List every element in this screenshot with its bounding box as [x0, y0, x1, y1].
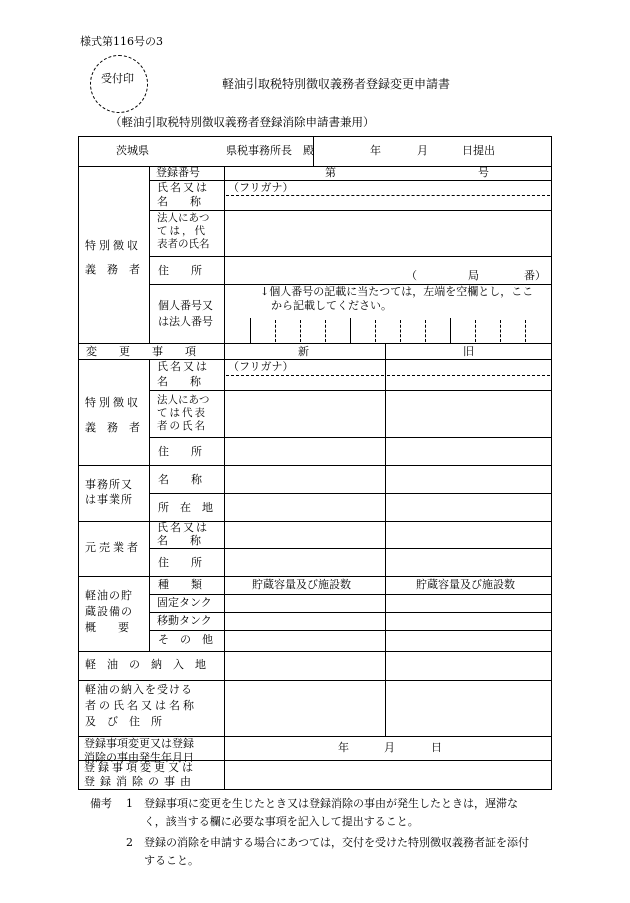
note-2-number: 2: [126, 836, 133, 849]
id-number-note-1: ↓個人番号の記載に当たつては，左端を空欄とし，ここ: [260, 285, 534, 298]
storage-label-3: 概 要: [85, 621, 129, 634]
furigana-label: （フリガナ）: [228, 181, 294, 194]
change-name-label-2: 名 称: [157, 375, 201, 388]
name-label-2: 名 称: [157, 195, 201, 208]
occurrence-year-label: 年: [338, 741, 349, 754]
note-1-line-1: 登録事項に変更を生じたとき又は登録消除の事由が発生したときは，遅滞な: [144, 797, 518, 810]
address-label: 住 所: [158, 264, 202, 277]
change-obligor-label-2: 義 務 者: [85, 421, 140, 434]
representative-label-2: ては，代: [157, 225, 207, 237]
phone-exchange-label: 局: [468, 269, 479, 282]
phone-open: （: [406, 269, 417, 282]
reason-label-1: 登録事項変更又は: [84, 761, 196, 774]
registration-number-suffix: 号: [478, 166, 489, 179]
storage-label-2: 蔵設備の: [85, 605, 133, 618]
occurrence-date-label-1: 登録事項変更又は登録: [84, 737, 194, 750]
id-number-note-2: から記載してください。: [271, 299, 392, 312]
submission-month-label: 月: [417, 144, 428, 157]
recipient-label-3: 及 び 住 所: [85, 715, 162, 728]
prefecture-name: 茨城県: [116, 144, 149, 157]
reception-stamp-label: 受付印: [101, 72, 134, 85]
column-old-label: 旧: [463, 345, 474, 358]
notes-label: 備考: [90, 797, 112, 810]
change-rep-label-1: 法人にあつ: [157, 394, 210, 406]
mobile-tank-label: 移動タンク: [157, 614, 212, 627]
change-rep-label-3: 者の氏名: [157, 420, 207, 432]
recipient-label-1: 軽油の納入を受ける: [85, 683, 193, 696]
prev-address-label: 住 所: [158, 556, 202, 569]
occurrence-month-label: 月: [384, 741, 395, 754]
fixed-tank-label: 固定タンク: [157, 596, 212, 609]
changes-header-label: 変 更 事 項: [86, 345, 196, 358]
occurrence-date-label-2: 消除の事由発生年月日: [84, 751, 194, 764]
representative-label-1: 法人にあつ: [157, 212, 210, 224]
id-number-label-2: は法人番号: [158, 315, 213, 328]
page-title: 軽油引取税特別徴収義務者登録変更申請書: [222, 77, 451, 91]
change-address-label: 住 所: [158, 445, 202, 458]
note-2-line-1: 登録の消除を申請する場合にあつては，交付を受けた特別徴収義務者証を添付: [144, 836, 529, 849]
obligor-group-label-1: 特別徴収: [85, 239, 141, 252]
office-label-2: は事業所: [85, 493, 133, 506]
capacity-new-label: 貯蔵容量及び施設数: [252, 578, 351, 591]
name-label-1: 氏名又は: [157, 181, 209, 194]
prev-name-label-2: 名 称: [157, 534, 201, 547]
capacity-old-label: 貯蔵容量及び施設数: [416, 578, 515, 591]
form-number: 様式第116号の3: [80, 35, 163, 48]
registration-number-prefix: 第: [325, 166, 336, 179]
storage-kind-label: 種 類: [158, 578, 202, 591]
submission-year-label: 年: [370, 144, 381, 157]
change-rep-label-2: ては代表: [157, 407, 207, 419]
note-1-number: 1: [126, 797, 133, 810]
submission-day-label: 日提出: [462, 144, 495, 157]
other-label: そ の 他: [158, 633, 213, 646]
office-label-1: 事務所又: [85, 478, 133, 491]
delivery-place-label: 軽 油 の 納 入 地: [85, 658, 206, 671]
change-obligor-label-1: 特別徴収: [85, 396, 141, 409]
change-name-label-1: 氏名又は: [157, 360, 209, 373]
obligor-group-label-2: 義 務 者: [85, 263, 140, 276]
office-name-label: 名 称: [158, 473, 202, 486]
note-2-line-2: すること。: [144, 854, 199, 867]
change-furigana: （フリガナ）: [228, 360, 294, 373]
column-new-label: 新: [298, 345, 309, 358]
representative-label-3: 表者の氏名: [157, 238, 210, 250]
prev-name-label-1: 氏名又は: [157, 521, 209, 534]
office-location-label: 所 在 地: [158, 501, 213, 514]
prev-dealer-label: 元売業者: [85, 541, 141, 554]
recipient-label-2: 者の氏名又は名称: [85, 699, 197, 712]
reason-label-2: 登録消除の事由: [84, 775, 196, 788]
occurrence-day-label: 日: [431, 741, 442, 754]
registration-number-label: 登録番号: [156, 166, 200, 179]
phone-close: 番）: [524, 269, 546, 282]
id-number-label-1: 個人番号又: [158, 299, 213, 312]
addressee: 県税事務所長 殿: [226, 144, 314, 157]
page-subtitle: （軽油引取税特別徴収義務者登録消除申請書兼用）: [110, 115, 375, 129]
note-1-line-2: く，該当する欄に必要な事項を記入して提出すること。: [144, 815, 419, 828]
storage-label-1: 軽油の貯: [85, 589, 133, 602]
